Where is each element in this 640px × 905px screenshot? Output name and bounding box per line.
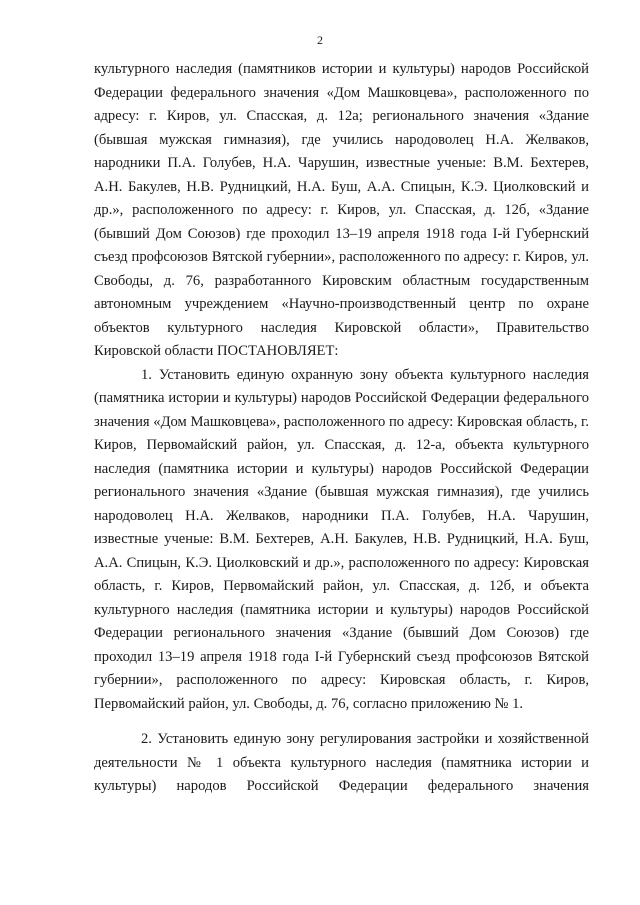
paragraph-preamble-continuation: культурного наследия (памятников истории и культуры) народов Российской Федерации федерального значения «Дом Машковцева», расположенного по адресу: г. Киров, ул. Спасская, д. 12а; регионального значения «Здание (бывшая мужская гимназия), где учились народоволец Н.А. Желваков, народники П.А. Голубев, Н.А. Чарушин, известные ученые: В.М. Бехтерев, А.Н. Бакулев, Н.В. Рудницкий, Н.А. Буш, А.А. Спицын, К.Э. Циолковский и др.», расположенного по адресу: г. Киров, ул. Спасская, д. 12б, «Здание (бывший Дом Союзов) где проходил 13–19 апреля 1918 года I-й Губернский съезд профсоюзов Вятской губернии», расположенного по адресу: г. Киров, ул. Свободы, д. 76, разработанного Кировским областным государственным автономным учреждением «Научно-производственный центр по охране объектов культурного наследия Кировской области», Правительство Кировской области ПОСТАНОВЛЯЕТ: [94,61,589,359]
paragraph-item-1: 1. Установить единую охранную зону объекта культурного наследия (памятника истории и культуры) народов Российской Федерации федерального значения «Дом Машковцева», расположенного по адресу: Кировская область, г. Киров, Первомайский район, ул. Спасская, д. 12-а, объекта культурного наследия (памятника истории и культуры) народов Российской Федерации регионального значения «Здание (бывшая мужская гимназия), где учились народоволец Н.А. Желваков, народники П.А. Голубев, Н.А. Чарушин, известные ученые: В.М. Бехтерев, А.Н. Бакулев, Н.В. Рудницкий, Н.А. Буш, А.А. Спицын, К.Э. Циолковский и др.», расположенного по адресу: Кировская область, г. Киров, Первомайский район, ул. Спасская, д. 12б, и объекта культурного наследия (памятника истории и культуры) народов Российской Федерации регионального значения «Здание (бывший Дом Союзов) где проходил 13–19 апреля 1918 года I-й Губернский съезд профсоюзов Вятской губернии», расположенного по адресу: Кировская область, г. Киров, Первомайский район, ул. Свободы, д. 76, согласно приложению № 1. [94,366,589,712]
page-number: 2 [317,33,323,47]
document-body [94,58,589,799]
paragraph-item-2: 2. Установить единую зону регулирования застройки и хозяйственной деятельности № 1 объекта культурного наследия (памятника истории и культуры) народов Российской Федерации федерального значения [94,731,589,794]
